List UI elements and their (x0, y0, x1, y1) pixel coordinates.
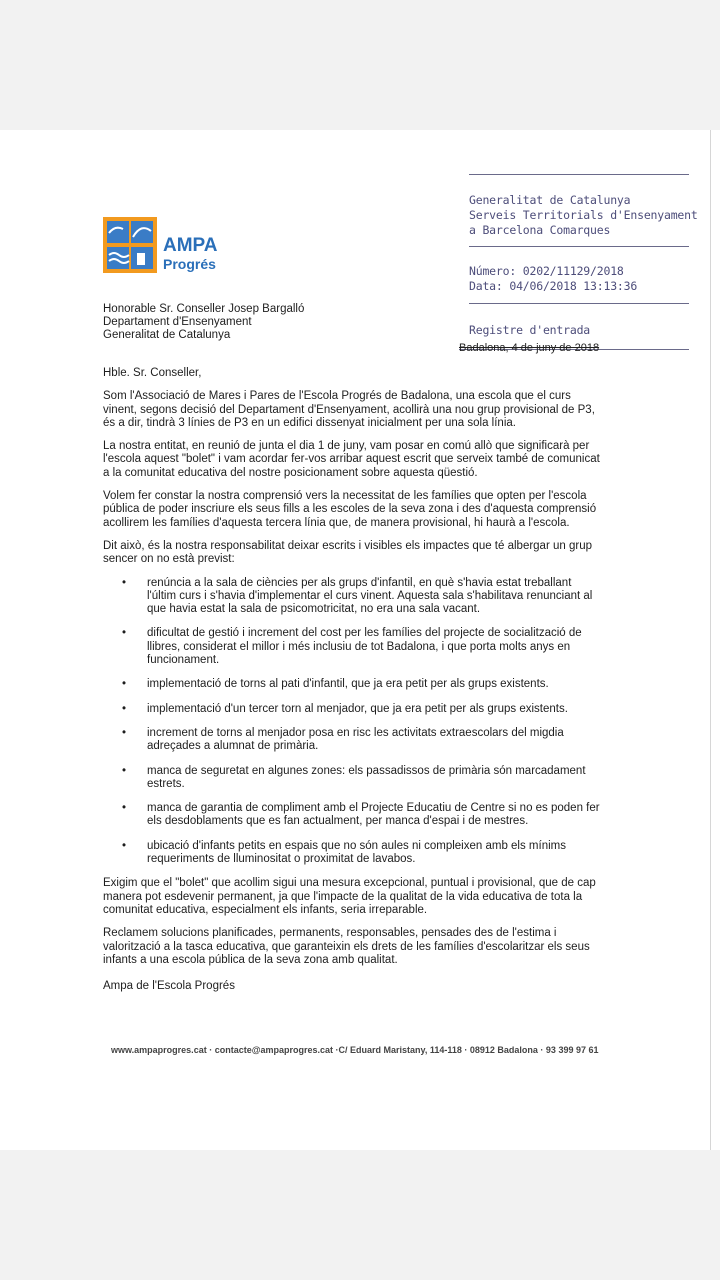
page-edge (710, 130, 711, 1150)
greeting: Hble. Sr. Conseller, (103, 367, 202, 379)
logo-name: AMPA (163, 235, 218, 256)
stamp-rule-mid (469, 246, 689, 247)
stamp-line-3: a Barcelona Comarques (469, 223, 611, 237)
recipient-line-2: Departament d'Ensenyament (103, 316, 252, 328)
list-item: • implementació de torns al pati d'infantil, que ja era petit per als grups existents. (122, 678, 549, 691)
paragraph: Som l'Associació de Mares i Pares de l'Escola Progrés de Badalona, una escola que el curs vinent, segons decisió del Departament d'Ensenyament, acollirà una nou grup provisional de P3, és a dir, tindrà 3 línies de P3 en un edifici dissenyat inicialment per una sola línia. (103, 390, 595, 429)
stamp-rule-top (469, 174, 689, 175)
list-item: • implementació d'un tercer torn al menjador, que ja era petit per als grups existents. (122, 702, 568, 715)
list-item: • dificultat de gestió i increment del cost per les famílies del projecte de socialització de llibres, considerat el millor i més inclusiu de tot Badalona, i que porta molts anys en funcionament. (122, 627, 582, 667)
list-item: • increment de torns al menjador posa en risc les activitats extraescolars del migdia adreçades a alumnat de primària. (122, 726, 564, 753)
recipient-line-3: Generalitat de Catalunya (103, 329, 231, 341)
paragraph: La nostra entitat, en reunió de junta el dia 1 de juny, vam posar en comú allò que significarà per l'escola aquest "bolet" i vam acordar fer-vos arribar aquest escrit que serveix també de comunicat a la comunitat educativa del nostre posicionament sobre aquesta qüestió. (103, 440, 600, 479)
stamp-line-1: Generalitat de Catalunya (469, 193, 631, 207)
letter-page (0, 130, 720, 1150)
logo-emblem-icon (103, 217, 157, 273)
list-item: • manca de garantia de compliment amb el Projecte Educatiu de Centre si no es poden fer els desdoblaments que es fan actualment, per manca d'espai i de mestres. (122, 802, 600, 828)
stamp-data: Data: 04/06/2018 13:13:36 (469, 279, 638, 293)
paragraph: Volem fer constar la nostra comprensió vers la necessitat de les famílies que opten per l'escola pública de poder inscriure els seus fills a les escoles de la seva zona i des d'aquesta comprensió acollirem les famílies d'aquesta tercera línia que, de manera provisional, hi haurà a l'escola. (103, 490, 597, 529)
date-line: Badalona, 4 de juny de 2018 (459, 342, 600, 354)
ampa-logo (103, 217, 157, 273)
paragraph: Dit això, és la nostra responsabilitat deixar escrits i visibles els impactes que té albergar un grup sencer on no està previst: (103, 539, 592, 566)
letter-body (103, 367, 603, 977)
paragraph: Exigim que el "bolet" que acollim sigui una mesura excepcional, puntual i provisional, que de cap manera pot esdevenir permanent, ja que l'impacte de la qualitat de la vida educativa de tota la comunitat educativa, especialment els infants, seria irreparable. (103, 877, 596, 916)
list-item: • manca de seguretat en algunes zones: els passadissos de primària són marcadament estrets. (122, 764, 586, 790)
recipient-line-1: Honorable Sr. Conseller Josep Bargalló (103, 303, 305, 315)
list-item: • ubicació d'infants petits en espais que no són aules ni compleixen amb els mínims requeriments de lluminositat o proximitat de lavabos. (122, 839, 566, 866)
stamp-registre: Registre d'entrada (469, 323, 591, 337)
stamp-numero: Número: 0202/11129/2018 (469, 264, 624, 278)
footer-contact: www.ampaprogres.cat · contacte@ampaprogres.cat ·C/ Eduard Maristany, 114-118 · 08912 Badalona · 93 399 97 61 (111, 1045, 599, 1055)
impact-list (103, 577, 603, 867)
list-item: • renúncia a la sala de ciències per als grups d'infantil, en què s'havia estat treballant l'últim curs i s'havia d'implementar el curs vinent. Aquesta sala s'habilitava renunciant al que havia estat la sala de psicomotricitat, no era una sala vacant. (122, 576, 593, 616)
stamp-line-2: Serveis Territorials d'Ensenyament (469, 208, 698, 222)
paragraph: Reclamem solucions planificades, permanents, responsables, pensades des de l'estima i valorització a la tasca educativa, que garanteixin els drets de les famílies d'escolaritzar els seus infants a una escola pública de la seva zona amb qualitat. (103, 927, 590, 966)
stamp-rule-low (469, 303, 689, 304)
signature: Ampa de l'Escola Progrés (103, 980, 235, 992)
logo-subtitle: Progrés (163, 256, 216, 272)
